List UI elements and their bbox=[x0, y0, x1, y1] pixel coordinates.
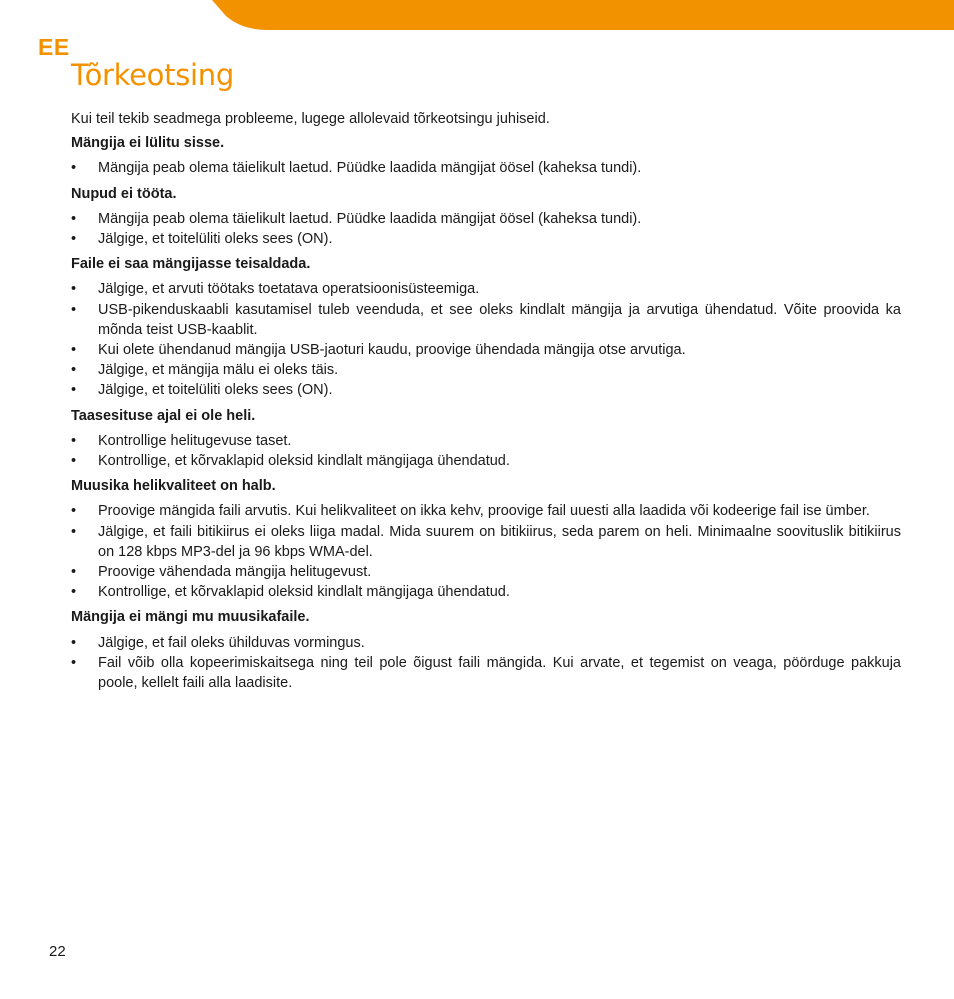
bullet-list bbox=[71, 158, 901, 178]
list-item-text: Jälgige, et faili bitikiirus ei oleks liiga madal. Mida suurem on bitikiirus, seda parem on heli. Minimaalne soovituslik bitikiirus on 128 kbps MP3-del ja 96 kbps WMA-del. bbox=[98, 523, 901, 560]
list-item-text: Mängija peab olema täielikult laetud. Püüdke laadida mängijat öösel (kaheksa tundi). bbox=[98, 210, 642, 227]
bullet-marker: • bbox=[71, 503, 77, 520]
bullet-list bbox=[71, 501, 901, 602]
list-item bbox=[71, 522, 901, 562]
bullet-list bbox=[71, 279, 901, 400]
bullet-marker: • bbox=[71, 231, 77, 248]
bullet-marker: • bbox=[71, 281, 77, 298]
section-heading: Muusika helikvaliteet on halb. bbox=[71, 478, 276, 495]
list-item-text: Kontrollige helitugevuse taset. bbox=[98, 432, 292, 449]
list-item bbox=[71, 431, 901, 451]
list-item-text: Proovige vähendada mängija helitugevust. bbox=[98, 564, 372, 581]
list-item bbox=[71, 562, 901, 582]
list-item bbox=[71, 633, 901, 653]
section-heading: Nupud ei tööta. bbox=[71, 185, 177, 202]
list-item bbox=[71, 451, 901, 471]
list-item-text: Jälgige, et arvuti töötaks toetatava operatsioonisüsteemiga. bbox=[98, 281, 480, 298]
bullet-marker: • bbox=[71, 210, 77, 227]
section-heading: Mängija ei mängi mu muusikafaile. bbox=[71, 609, 310, 626]
bullet-marker: • bbox=[71, 453, 77, 470]
header-accent-shape bbox=[212, 0, 954, 30]
list-item bbox=[71, 158, 901, 178]
list-item-text: Jälgige, et toitelüliti oleks sees (ON). bbox=[98, 231, 333, 248]
list-item bbox=[71, 582, 901, 602]
section-music-files-not-playing bbox=[71, 607, 901, 693]
bullet-marker: • bbox=[71, 654, 77, 671]
list-item-text: Jälgige, et mängija mälu ei oleks täis. bbox=[98, 362, 339, 379]
section-file-transfer bbox=[71, 254, 901, 400]
list-item bbox=[71, 209, 901, 229]
section-player-not-turning-on bbox=[71, 133, 901, 178]
intro-text: Kui teil tekib seadmega probleeme, lugege allolevaid tõrkeotsingu juhiseid. bbox=[71, 111, 550, 127]
bullet-marker: • bbox=[71, 342, 77, 359]
section-no-sound bbox=[71, 406, 901, 472]
list-item bbox=[71, 300, 901, 340]
page-number: 22 bbox=[49, 943, 66, 960]
list-item-text: Kui olete ühendanud mängija USB-jaoturi kaudu, proovige ühendada mängija otse arvutiga. bbox=[98, 342, 686, 359]
section-poor-sound-quality bbox=[71, 476, 901, 602]
bullet-list bbox=[71, 633, 901, 694]
list-item bbox=[71, 279, 901, 299]
bullet-marker: • bbox=[71, 301, 77, 318]
list-item bbox=[71, 501, 901, 521]
list-item-text: Jälgige, et toitelüliti oleks sees (ON). bbox=[98, 382, 333, 399]
bullet-marker: • bbox=[71, 564, 77, 581]
header-accent-band bbox=[0, 0, 954, 34]
bullet-marker: • bbox=[71, 160, 77, 177]
bullet-marker: • bbox=[71, 584, 77, 601]
bullet-marker: • bbox=[71, 432, 77, 449]
section-heading: Faile ei saa mängijasse teisaldada. bbox=[71, 256, 311, 273]
section-heading: Taasesituse ajal ei ole heli. bbox=[71, 407, 256, 424]
list-item bbox=[71, 340, 901, 360]
section-heading: Mängija ei lülitu sisse. bbox=[71, 135, 225, 152]
list-item bbox=[71, 360, 901, 380]
list-item-text: Jälgige, et fail oleks ühilduvas vormingus. bbox=[98, 634, 365, 651]
list-item-text: Mängija peab olema täielikult laetud. Püüdke laadida mängijat öösel (kaheksa tundi). bbox=[98, 160, 642, 177]
document-body bbox=[71, 109, 901, 698]
list-item bbox=[71, 229, 901, 249]
bullet-marker: • bbox=[71, 634, 77, 651]
list-item-text: USB-pikenduskaabli kasutamisel tuleb veenduda, et see oleks kindlalt mängija ja arvutiga ühendatud. Võite proovida ka mõnda teist USB-kaablit. bbox=[98, 301, 901, 338]
list-item-text: Kontrollige, et kõrvaklapid oleksid kindlalt mängijaga ühendatud. bbox=[98, 584, 510, 601]
section-buttons-not-working bbox=[71, 184, 901, 250]
bullet-marker: • bbox=[71, 382, 77, 399]
bullet-list bbox=[71, 431, 901, 471]
bullet-marker: • bbox=[71, 523, 77, 540]
page-title: Tõrkeotsing bbox=[71, 58, 234, 92]
language-tag: EE bbox=[38, 34, 70, 60]
bullet-list bbox=[71, 209, 901, 249]
list-item bbox=[71, 653, 901, 693]
list-item-text: Proovige mängida faili arvutis. Kui helikvaliteet on ikka kehv, proovige fail uuesti alla laadida või kodeerige fail ise ümber. bbox=[98, 503, 870, 520]
bullet-marker: • bbox=[71, 362, 77, 379]
list-item-text: Kontrollige, et kõrvaklapid oleksid kindlalt mängijaga ühendatud. bbox=[98, 453, 510, 470]
list-item-text: Fail võib olla kopeerimiskaitsega ning teil pole õigust faili mängida. Kui arvate, et tegemist on veaga, pöörduge pakkuja poole, kellelt faili alla laadisite. bbox=[98, 654, 901, 692]
list-item bbox=[71, 380, 901, 400]
